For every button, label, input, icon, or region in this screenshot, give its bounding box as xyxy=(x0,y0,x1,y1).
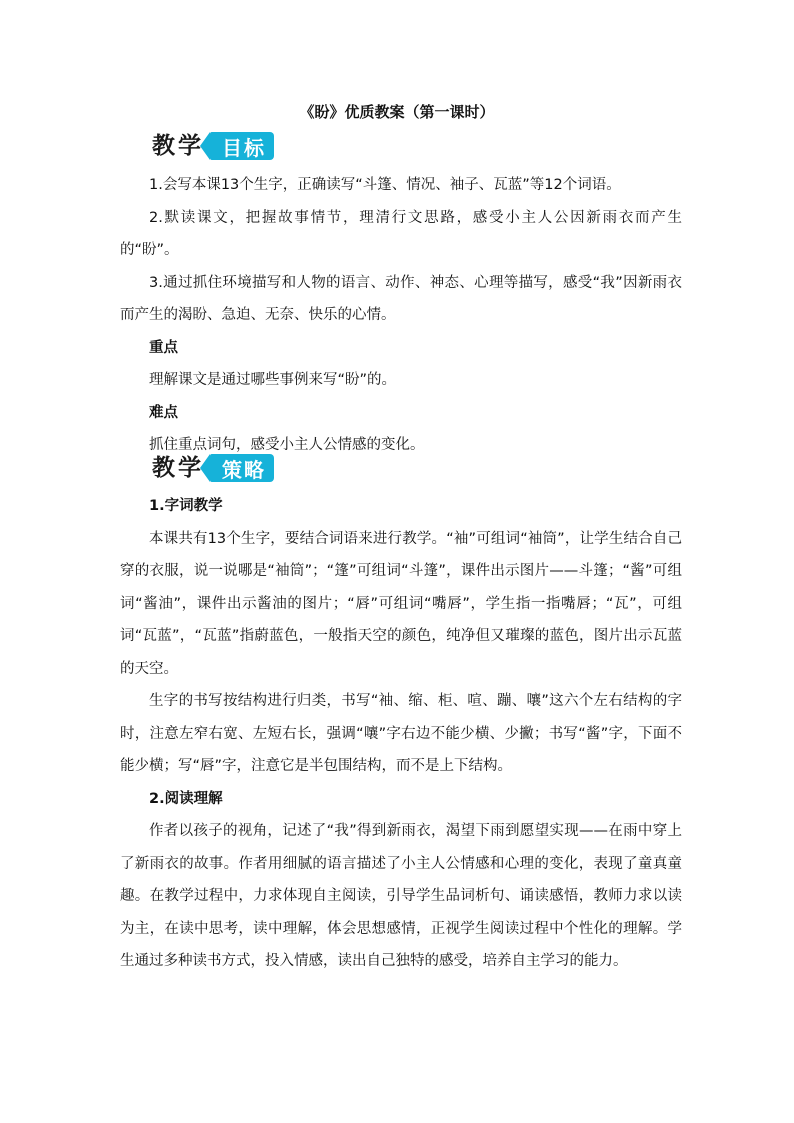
subsection-title: 1.字词教学 xyxy=(149,498,223,514)
section-header-goals xyxy=(152,130,274,162)
strategy-content xyxy=(120,490,682,978)
section-header-strategy xyxy=(152,452,274,484)
document-title: 《盼》优质教案（第一课时） xyxy=(299,103,495,121)
section-label: 教学 xyxy=(152,133,204,159)
subsection-title: 2.阅读理解 xyxy=(149,790,223,807)
key-point-text: 理解课文是通过哪些事例来写“盼”的。 xyxy=(149,372,397,388)
difficulty-text: 抓住重点词句，感受小主人公情感的变化。 xyxy=(149,437,425,453)
goals-content xyxy=(120,169,682,462)
goal-item: 3.通过抓住环境描写和人物的语言、动作、神态、心理等描写，感受“我”因新雨衣而产生的渴盼、急迫、无奈、快乐的心情。 xyxy=(120,274,682,323)
section-tag: 目标 xyxy=(210,132,274,160)
section-label: 教学 xyxy=(152,455,204,481)
goal-item: 1.会写本课13个生字，正确读写“斗篷、情况、袖子、瓦蓝”等12个词语。 xyxy=(149,177,621,193)
key-point-label: 重点 xyxy=(149,339,178,356)
difficulty-label: 难点 xyxy=(149,404,178,421)
paragraph: 生字的书写按结构进行归类，书写“袖、缩、柜、喧、蹦、嚷”这六个左右结构的字时，注意左窄右宽、左短右长，强调“嚷”字右边不能少横、少撇；书写“酱”字，下面不能少横；写“唇”字，注意它是半包围结构，而不是上下结构。 xyxy=(120,693,682,774)
paragraph: 作者以孩子的视角，记述了“我”得到新雨衣，渴望下雨到愿望实现——在雨中穿上了新雨衣的故事。作者用细腻的语言描述了小主人公情感和心理的变化，表现了童真童趣。在教学过程中，力求体现自主阅读，引导学生品词析句、诵读感悟，教师力求以读为主，在读中思考，读中理解，体会思想感情，正视学生阅读过程中个性化的理解。学生通过多种读书方式，投入情感，读出自己独特的感受，培养自主学习的能力。 xyxy=(120,823,682,969)
paragraph: 本课共有13个生字，要结合词语来进行教学。“袖”可组词“袖筒”，让学生结合自己穿的衣服，说一说哪是“袖筒”；“篷”可组词“斗篷”，课件出示图片——斗篷；“酱”可组词“酱油”，课件出示酱油的图片；“唇”可组词“嘴唇”，学生指一指嘴唇；“瓦”，可组词“瓦蓝”，“瓦蓝”指蔚蓝色，一般指天空的颜色，纯净但又璀璨的蓝色，图片出示瓦蓝的天空。 xyxy=(120,530,682,677)
goal-item: 2.默读课文，把握故事情节，理清行文思路，感受小主人公因新雨衣而产生的“盼”。 xyxy=(120,209,682,258)
section-tag: 策略 xyxy=(210,454,274,482)
